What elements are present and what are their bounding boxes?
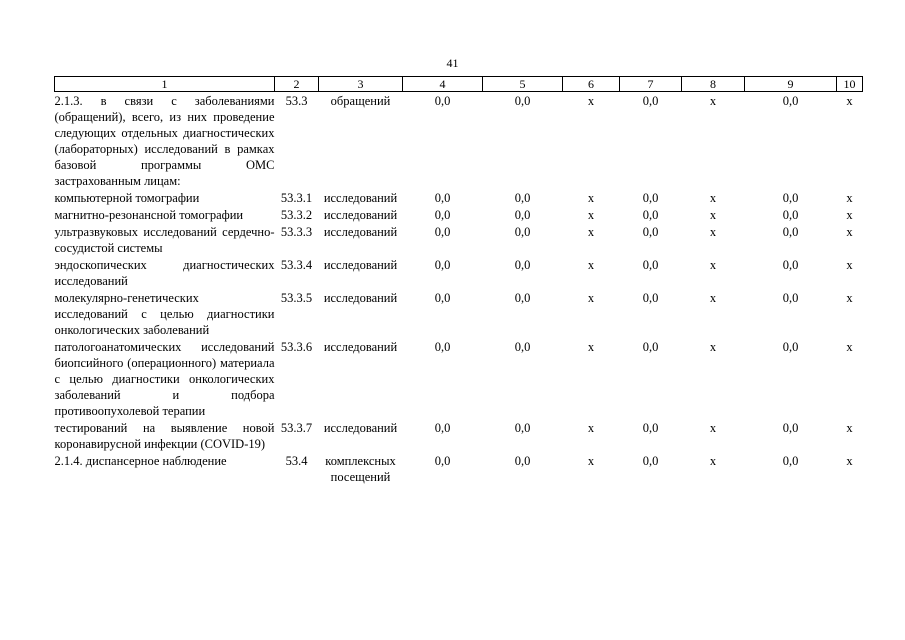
table-row <box>55 289 863 338</box>
row-value-c6: x <box>587 191 595 205</box>
row-value-c4: 0,0 <box>434 340 451 354</box>
row-value-c10: x <box>846 208 853 222</box>
row-value-c6: x <box>587 225 595 239</box>
row-value-c7: 0,0 <box>642 340 659 354</box>
row-code: 53.4 <box>285 454 308 468</box>
row-value-c5: 0,0 <box>514 454 531 468</box>
row-value-c8: x <box>709 191 717 205</box>
row-value-c10: x <box>846 94 853 108</box>
row-value-c4: 0,0 <box>434 454 451 468</box>
row-name: 2.1.3. в связи с заболеваниями (обращений), всего, из них проведение следующих отдельных диагностических (лабораторных) исследований в рамках базовой программы ОМС застрахованным лицам: <box>54 94 275 188</box>
row-value-c9: 0,0 <box>782 225 799 239</box>
row-value-c8: x <box>709 454 717 468</box>
header-col-6: 6 <box>563 77 620 92</box>
row-value-c5: 0,0 <box>514 208 531 222</box>
row-value-c8: x <box>709 291 717 305</box>
row-value-c10: x <box>846 454 853 468</box>
table-row <box>55 223 863 256</box>
table-row <box>55 452 863 485</box>
header-col-8: 8 <box>682 77 745 92</box>
table-row <box>55 206 863 223</box>
row-code: 53.3 <box>285 94 308 108</box>
row-value-c9: 0,0 <box>782 340 799 354</box>
row-value-c4: 0,0 <box>434 225 451 239</box>
row-value-c9: 0,0 <box>782 258 799 272</box>
data-table <box>54 76 863 485</box>
row-value-c6: x <box>587 421 595 435</box>
row-unit: исследований <box>323 340 398 354</box>
row-value-c9: 0,0 <box>782 94 799 108</box>
row-value-c7: 0,0 <box>642 94 659 108</box>
row-value-c6: x <box>587 208 595 222</box>
row-value-c7: 0,0 <box>642 421 659 435</box>
row-code: 53.3.1 <box>280 191 313 205</box>
row-unit: исследований <box>323 208 398 222</box>
row-name: магнитно-резонансной томографии <box>54 208 244 222</box>
row-value-c4: 0,0 <box>434 291 451 305</box>
row-value-c10: x <box>846 191 853 205</box>
row-code: 53.3.4 <box>280 258 313 272</box>
table-body <box>55 92 863 486</box>
header-col-3: 3 <box>319 77 403 92</box>
row-value-c6: x <box>587 454 595 468</box>
row-unit: исследований <box>323 258 398 272</box>
row-name: тестирований на выявление новой коронавирусной инфекции (COVID-19) <box>54 421 275 451</box>
row-value-c9: 0,0 <box>782 208 799 222</box>
row-name: компьютерной томографии <box>54 191 200 205</box>
row-name: молекулярно-генетических исследований с целью диагностики онкологических заболеваний <box>54 291 275 337</box>
row-unit: исследований <box>323 191 398 205</box>
row-value-c5: 0,0 <box>514 191 531 205</box>
row-value-c8: x <box>709 421 717 435</box>
row-value-c5: 0,0 <box>514 225 531 239</box>
row-name: патологоанатомических исследований биопсийного (операционного) материала с целью диагностики онкологических заболеваний и подбора противоопухолевой терапии <box>54 340 275 418</box>
header-col-10: 10 <box>837 77 863 92</box>
row-value-c4: 0,0 <box>434 191 451 205</box>
table-row <box>55 419 863 452</box>
row-unit: обращений <box>330 94 391 108</box>
row-value-c7: 0,0 <box>642 191 659 205</box>
row-value-c6: x <box>587 258 595 272</box>
row-value-c8: x <box>709 258 717 272</box>
row-value-c5: 0,0 <box>514 291 531 305</box>
row-value-c5: 0,0 <box>514 94 531 108</box>
row-value-c10: x <box>846 258 853 272</box>
row-value-c7: 0,0 <box>642 225 659 239</box>
table-row <box>55 338 863 419</box>
row-value-c5: 0,0 <box>514 340 531 354</box>
row-code: 53.3.7 <box>280 421 313 435</box>
row-value-c9: 0,0 <box>782 191 799 205</box>
row-value-c5: 0,0 <box>514 258 531 272</box>
row-value-c10: x <box>846 421 853 435</box>
row-value-c8: x <box>709 225 717 239</box>
row-value-c4: 0,0 <box>434 258 451 272</box>
row-value-c7: 0,0 <box>642 258 659 272</box>
row-value-c10: x <box>846 291 853 305</box>
row-value-c8: x <box>709 340 717 354</box>
row-value-c5: 0,0 <box>514 421 531 435</box>
row-value-c10: x <box>846 225 853 239</box>
row-value-c4: 0,0 <box>434 421 451 435</box>
row-value-c9: 0,0 <box>782 454 799 468</box>
table-row <box>55 256 863 289</box>
row-value-c9: 0,0 <box>782 291 799 305</box>
row-value-c4: 0,0 <box>434 208 451 222</box>
header-col-1: 1 <box>55 77 275 92</box>
row-value-c8: x <box>709 208 717 222</box>
row-unit: исследований <box>323 291 398 305</box>
row-value-c10: x <box>846 340 853 354</box>
row-unit: исследований <box>323 421 398 435</box>
header-col-4: 4 <box>403 77 483 92</box>
row-code: 53.3.6 <box>280 340 313 354</box>
row-name: ультразвуковых исследований сердечно-сосудистой системы <box>54 225 275 255</box>
row-value-c7: 0,0 <box>642 208 659 222</box>
row-name: 2.1.4. диспансерное наблюдение <box>54 454 227 468</box>
row-value-c7: 0,0 <box>642 454 659 468</box>
row-code: 53.3.2 <box>280 208 313 222</box>
row-value-c6: x <box>587 291 595 305</box>
row-value-c6: x <box>587 340 595 354</box>
row-name: эндоскопических диагностических исследований <box>54 258 275 288</box>
header-col-5: 5 <box>483 77 563 92</box>
row-value-c8: x <box>709 94 717 108</box>
table-row <box>55 92 863 190</box>
row-unit: исследований <box>323 225 398 239</box>
header-col-9: 9 <box>745 77 837 92</box>
row-unit: комплексных посещений <box>325 454 396 484</box>
row-value-c9: 0,0 <box>782 421 799 435</box>
row-value-c7: 0,0 <box>642 291 659 305</box>
header-col-2: 2 <box>275 77 319 92</box>
page-number: 41 <box>446 56 459 70</box>
table-row <box>55 189 863 206</box>
header-col-7: 7 <box>620 77 682 92</box>
row-value-c6: x <box>587 94 595 108</box>
row-code: 53.3.5 <box>280 291 313 305</box>
row-value-c4: 0,0 <box>434 94 451 108</box>
row-code: 53.3.3 <box>280 225 313 239</box>
header-row <box>55 77 863 92</box>
